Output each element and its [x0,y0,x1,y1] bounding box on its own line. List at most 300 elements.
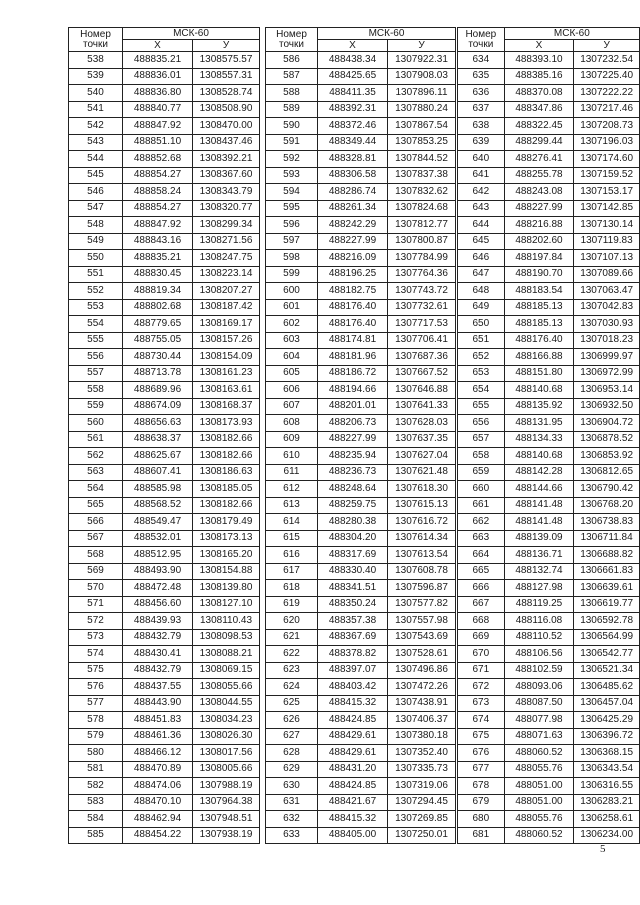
table-row [458,250,640,267]
table-row [266,382,456,399]
y-coordinate-cell: 1306485.62 [574,679,640,696]
x-coordinate-cell: 488439.93 [123,613,193,630]
point-number-cell: 579 [69,728,123,745]
table-row [266,365,456,382]
table-row [458,365,640,382]
table-row [69,761,260,778]
x-coordinate-cell: 488443.90 [123,695,193,712]
table-row [458,712,640,729]
x-coordinate-cell: 488216.88 [504,217,574,234]
table-row [458,662,640,679]
y-coordinate-cell: 1307853.25 [388,134,456,151]
y-coordinate-cell: 1308392.21 [193,151,260,168]
table-row [266,563,456,580]
table-row [266,299,456,316]
table-row [266,695,456,712]
table-row [69,448,260,465]
y-coordinate-cell: 1307018.23 [574,332,640,349]
point-number-cell: 553 [69,299,123,316]
y-coordinate-cell: 1308182.66 [193,431,260,448]
point-number-cell: 546 [69,184,123,201]
y-coordinate-cell: 1308207.27 [193,283,260,300]
y-coordinate-cell: 1307577.82 [388,596,456,613]
point-number-cell: 604 [266,349,318,366]
point-number-cell: 659 [458,464,505,481]
y-coordinate-cell: 1306972.99 [574,365,640,382]
coordinate-system-header: МСК-60 [318,28,456,40]
table-row [69,580,260,597]
y-coordinate-cell: 1307159.52 [574,167,640,184]
point-number-cell: 657 [458,431,505,448]
table-row [458,745,640,762]
table-row [458,431,640,448]
point-number-cell: 551 [69,266,123,283]
table-row [266,151,456,168]
table-row [458,349,640,366]
point-number-cell: 619 [266,596,318,613]
x-coordinate-cell: 488493.90 [123,563,193,580]
y-coordinate-cell: 1308575.57 [193,52,260,69]
x-coordinate-cell: 488474.06 [123,778,193,795]
table-row [458,794,640,811]
point-number-cell: 583 [69,794,123,811]
table-row [69,563,260,580]
table-row [266,266,456,283]
table-row [69,299,260,316]
point-number-cell: 587 [266,68,318,85]
point-label: точки [468,38,494,50]
x-coordinate-cell: 488144.66 [504,481,574,498]
y-coordinate-cell: 1308005.66 [193,761,260,778]
point-number-cell: 598 [266,250,318,267]
table-row [458,382,640,399]
table-row [458,596,640,613]
point-number-cell: 564 [69,481,123,498]
point-number-cell: 651 [458,332,505,349]
y-coordinate-cell: 1306592.78 [574,613,640,630]
x-coordinate-cell: 488201.01 [318,398,388,415]
point-number-cell: 561 [69,431,123,448]
y-coordinate-cell: 1307119.83 [574,233,640,250]
x-coordinate-cell: 488851.10 [123,134,193,151]
table-row [458,134,640,151]
x-coordinate-cell: 488819.34 [123,283,193,300]
table-row [458,101,640,118]
x-coordinate-cell: 488830.45 [123,266,193,283]
table-row [69,349,260,366]
table-row [266,431,456,448]
table-row [266,646,456,663]
x-coordinate-cell: 488140.68 [504,382,574,399]
y-coordinate-cell: 1306542.77 [574,646,640,663]
table-row [266,118,456,135]
x-coordinate-cell: 488140.68 [504,448,574,465]
x-coordinate-cell: 488243.08 [504,184,574,201]
point-number-cell: 577 [69,695,123,712]
point-label: точки [83,38,108,50]
y-coordinate-cell: 1307608.78 [388,563,456,580]
x-coordinate-cell: 488432.79 [123,629,193,646]
table-row [69,332,260,349]
point-number-cell: 650 [458,316,505,333]
point-number-cell: 556 [69,349,123,366]
point-number-cell: 665 [458,563,505,580]
y-coordinate-cell: 1306768.20 [574,497,640,514]
x-coordinate-cell: 488127.98 [504,580,574,597]
x-coordinate-cell: 488730.44 [123,349,193,366]
point-number-cell: 547 [69,200,123,217]
y-coordinate-cell: 1308343.79 [193,184,260,201]
x-coordinate-cell: 488106.56 [504,646,574,663]
point-number-cell: 648 [458,283,505,300]
table-row [69,85,260,102]
x-coordinate-cell: 488077.98 [504,712,574,729]
point-number-cell: 624 [266,679,318,696]
point-number-cell: 639 [458,134,505,151]
point-number-cell: 607 [266,398,318,415]
point-number-cell: 568 [69,547,123,564]
point-number-cell: 571 [69,596,123,613]
table-row [69,151,260,168]
y-coordinate-cell: 1307319.06 [388,778,456,795]
point-number-cell: 649 [458,299,505,316]
table-row [266,547,456,564]
table-row [69,712,260,729]
point-number-cell: 620 [266,613,318,630]
point-number-cell: 663 [458,530,505,547]
y-coordinate-cell: 1306904.72 [574,415,640,432]
y-coordinate-cell: 1307616.72 [388,514,456,531]
x-coordinate-cell: 488532.01 [123,530,193,547]
y-coordinate-cell: 1308557.31 [193,68,260,85]
x-column-header: X [504,40,574,52]
x-coordinate-cell: 488119.25 [504,596,574,613]
point-number-cell: 559 [69,398,123,415]
y-coordinate-cell: 1306396.72 [574,728,640,745]
point-number-cell: 666 [458,580,505,597]
point-number-cell: 539 [69,68,123,85]
table-row [266,283,456,300]
table-row [69,184,260,201]
table-row [69,250,260,267]
x-coordinate-cell: 488350.24 [318,596,388,613]
point-number-cell: 634 [458,52,505,69]
x-coordinate-cell: 488306.58 [318,167,388,184]
x-coordinate-cell: 488183.54 [504,283,574,300]
table-row [458,580,640,597]
x-coordinate-cell: 488411.35 [318,85,388,102]
y-coordinate-cell: 1307824.68 [388,200,456,217]
table-row [266,68,456,85]
table-row [266,415,456,432]
point-number-cell: 645 [458,233,505,250]
point-number-cell: 567 [69,530,123,547]
point-number-cell: 631 [266,794,318,811]
y-coordinate-cell: 1307618.30 [388,481,456,498]
x-coordinate-cell: 488472.48 [123,580,193,597]
table-row [69,613,260,630]
y-coordinate-cell: 1307225.40 [574,68,640,85]
x-coordinate-cell: 488405.00 [318,827,388,844]
table-row [458,695,640,712]
y-coordinate-cell: 1306790.42 [574,481,640,498]
table-row [458,68,640,85]
x-coordinate-cell: 488299.44 [504,134,574,151]
x-coordinate-cell: 488055.76 [504,811,574,828]
y-coordinate-cell: 1307896.11 [388,85,456,102]
y-coordinate-cell: 1308127.10 [193,596,260,613]
point-number-cell: 617 [266,563,318,580]
coordinates-table-1 [68,27,260,844]
table-row [458,514,640,531]
y-coordinate-cell: 1308271.56 [193,233,260,250]
x-coordinate-cell: 488142.28 [504,464,574,481]
y-coordinate-cell: 1307784.99 [388,250,456,267]
table-row [458,184,640,201]
y-coordinate-cell: 1307988.19 [193,778,260,795]
point-number-cell: 541 [69,101,123,118]
x-coordinate-cell: 488280.38 [318,514,388,531]
table-row [266,200,456,217]
x-coordinate-cell: 488227.99 [318,431,388,448]
table-row [69,794,260,811]
point-number-cell: 582 [69,778,123,795]
table-row [69,217,260,234]
y-coordinate-cell: 1307732.61 [388,299,456,316]
point-number-cell: 629 [266,761,318,778]
point-number-cell: 673 [458,695,505,712]
point-number-cell: 676 [458,745,505,762]
y-coordinate-cell: 1308299.34 [193,217,260,234]
y-coordinate-cell: 1308168.37 [193,398,260,415]
table-row [69,662,260,679]
point-number-cell: 641 [458,167,505,184]
x-coordinate-cell: 488176.40 [504,332,574,349]
coordinate-system-header: МСК-60 [504,28,639,40]
point-number-cell: 656 [458,415,505,432]
point-number-cell: 574 [69,646,123,663]
y-coordinate-cell: 1306521.34 [574,662,640,679]
x-column-header: X [318,40,388,52]
point-number-cell: 677 [458,761,505,778]
x-coordinate-cell: 488843.16 [123,233,193,250]
x-coordinate-cell: 488182.75 [318,283,388,300]
y-coordinate-cell: 1307438.91 [388,695,456,712]
x-coordinate-cell: 488060.52 [504,745,574,762]
x-coordinate-cell: 488512.95 [123,547,193,564]
x-coordinate-cell: 488139.09 [504,530,574,547]
table-row [266,448,456,465]
x-column-header: X [123,40,193,52]
point-number-header [266,28,318,52]
table-row [69,52,260,69]
x-coordinate-cell: 488357.38 [318,613,388,630]
point-number-cell: 668 [458,613,505,630]
point-number-cell: 602 [266,316,318,333]
table-row [266,464,456,481]
point-number-cell: 618 [266,580,318,597]
y-coordinate-cell: 1308044.55 [193,695,260,712]
point-number-cell: 566 [69,514,123,531]
y-coordinate-cell: 1307335.73 [388,761,456,778]
table-row [458,613,640,630]
point-number-cell: 660 [458,481,505,498]
x-coordinate-cell: 488197.84 [504,250,574,267]
point-number-cell: 679 [458,794,505,811]
point-number-header [458,28,505,52]
x-coordinate-cell: 488259.75 [318,497,388,514]
point-number-cell: 554 [69,316,123,333]
x-coordinate-cell: 488429.61 [318,728,388,745]
x-coordinate-cell: 488403.42 [318,679,388,696]
table-row [458,481,640,498]
table-row [266,85,456,102]
point-number-cell: 630 [266,778,318,795]
y-coordinate-cell: 1306234.00 [574,827,640,844]
point-number-cell: 646 [458,250,505,267]
y-coordinate-cell: 1308161.23 [193,365,260,382]
y-coordinate-cell: 1307948.51 [193,811,260,828]
y-coordinate-cell: 1306738.83 [574,514,640,531]
y-coordinate-cell: 1307130.14 [574,217,640,234]
x-coordinate-cell: 488136.71 [504,547,574,564]
x-coordinate-cell: 488235.94 [318,448,388,465]
point-number-cell: 670 [458,646,505,663]
point-number-cell: 549 [69,233,123,250]
x-coordinate-cell: 488216.09 [318,250,388,267]
coordinates-table-3 [457,27,640,844]
table-row [69,827,260,844]
table-row [266,679,456,696]
point-number-cell: 625 [266,695,318,712]
y-coordinate-cell: 1308437.46 [193,134,260,151]
point-number-cell: 652 [458,349,505,366]
y-coordinate-cell: 1307063.47 [574,283,640,300]
x-coordinate-cell: 488304.20 [318,530,388,547]
x-coordinate-cell: 488378.82 [318,646,388,663]
y-coordinate-cell: 1308088.21 [193,646,260,663]
table-row [69,283,260,300]
x-coordinate-cell: 488055.76 [504,761,574,778]
table-row [458,85,640,102]
y-coordinate-cell: 1308528.74 [193,85,260,102]
table-row [69,679,260,696]
table-row [458,827,640,844]
table-row [69,415,260,432]
table-row [458,646,640,663]
y-coordinate-cell: 1308163.61 [193,382,260,399]
x-coordinate-cell: 488328.81 [318,151,388,168]
x-coordinate-cell: 488568.52 [123,497,193,514]
y-coordinate-cell: 1308157.26 [193,332,260,349]
y-coordinate-cell: 1307717.53 [388,316,456,333]
point-number-cell: 540 [69,85,123,102]
point-label: точки [279,38,304,50]
y-coordinate-cell: 1308173.13 [193,530,260,547]
table-row [458,283,640,300]
table-row [458,530,640,547]
table-row [266,497,456,514]
point-number-cell: 643 [458,200,505,217]
point-number-cell: 580 [69,745,123,762]
x-coordinate-cell: 488093.06 [504,679,574,696]
y-coordinate-cell: 1307496.86 [388,662,456,679]
y-coordinate-cell: 1306258.61 [574,811,640,828]
point-number-cell: 653 [458,365,505,382]
point-number-cell: 674 [458,712,505,729]
point-number-cell: 628 [266,745,318,762]
x-coordinate-cell: 488176.40 [318,299,388,316]
table-row [458,679,640,696]
y-coordinate-cell: 1308182.66 [193,497,260,514]
table-row [266,728,456,745]
y-coordinate-cell: 1307030.93 [574,316,640,333]
y-coordinate-cell: 1307472.26 [388,679,456,696]
point-number-cell: 638 [458,118,505,135]
y-coordinate-cell: 1307352.40 [388,745,456,762]
x-coordinate-cell: 488227.99 [318,233,388,250]
x-coordinate-cell: 488852.68 [123,151,193,168]
point-number-cell: 616 [266,547,318,564]
table-row [266,134,456,151]
x-coordinate-cell: 488466.12 [123,745,193,762]
y-coordinate-cell: 1306343.54 [574,761,640,778]
point-number-label: Номер [276,28,307,40]
y-coordinate-cell: 1306999.97 [574,349,640,366]
x-coordinate-cell: 488755.05 [123,332,193,349]
table-row [458,233,640,250]
y-coordinate-cell: 1307543.69 [388,629,456,646]
point-number-cell: 606 [266,382,318,399]
x-coordinate-cell: 488470.89 [123,761,193,778]
point-number-cell: 658 [458,448,505,465]
point-number-cell: 573 [69,629,123,646]
table-row [266,184,456,201]
x-coordinate-cell: 488858.24 [123,184,193,201]
point-number-cell: 560 [69,415,123,432]
x-coordinate-cell: 488430.41 [123,646,193,663]
point-number-cell: 667 [458,596,505,613]
table-row [266,778,456,795]
point-number-cell: 601 [266,299,318,316]
y-coordinate-cell: 1307880.24 [388,101,456,118]
point-number-cell: 565 [69,497,123,514]
x-coordinate-cell: 488276.41 [504,151,574,168]
x-coordinate-cell: 488176.40 [318,316,388,333]
point-number-cell: 563 [69,464,123,481]
y-coordinate-cell: 1308173.93 [193,415,260,432]
point-number-cell: 552 [69,283,123,300]
y-coordinate-cell: 1307232.54 [574,52,640,69]
point-number-label: Номер [465,28,497,40]
x-coordinate-cell: 488840.77 [123,101,193,118]
x-coordinate-cell: 488454.22 [123,827,193,844]
table-row [69,200,260,217]
table-row [266,794,456,811]
table-row [69,547,260,564]
table-row [69,728,260,745]
table-row [458,316,640,333]
point-number-cell: 655 [458,398,505,415]
point-number-cell: 593 [266,167,318,184]
table-row [69,382,260,399]
table-row [458,167,640,184]
y-coordinate-cell: 1306711.84 [574,530,640,547]
x-coordinate-cell: 488151.80 [504,365,574,382]
point-number-cell: 596 [266,217,318,234]
x-coordinate-cell: 488141.48 [504,514,574,531]
point-number-cell: 671 [458,662,505,679]
